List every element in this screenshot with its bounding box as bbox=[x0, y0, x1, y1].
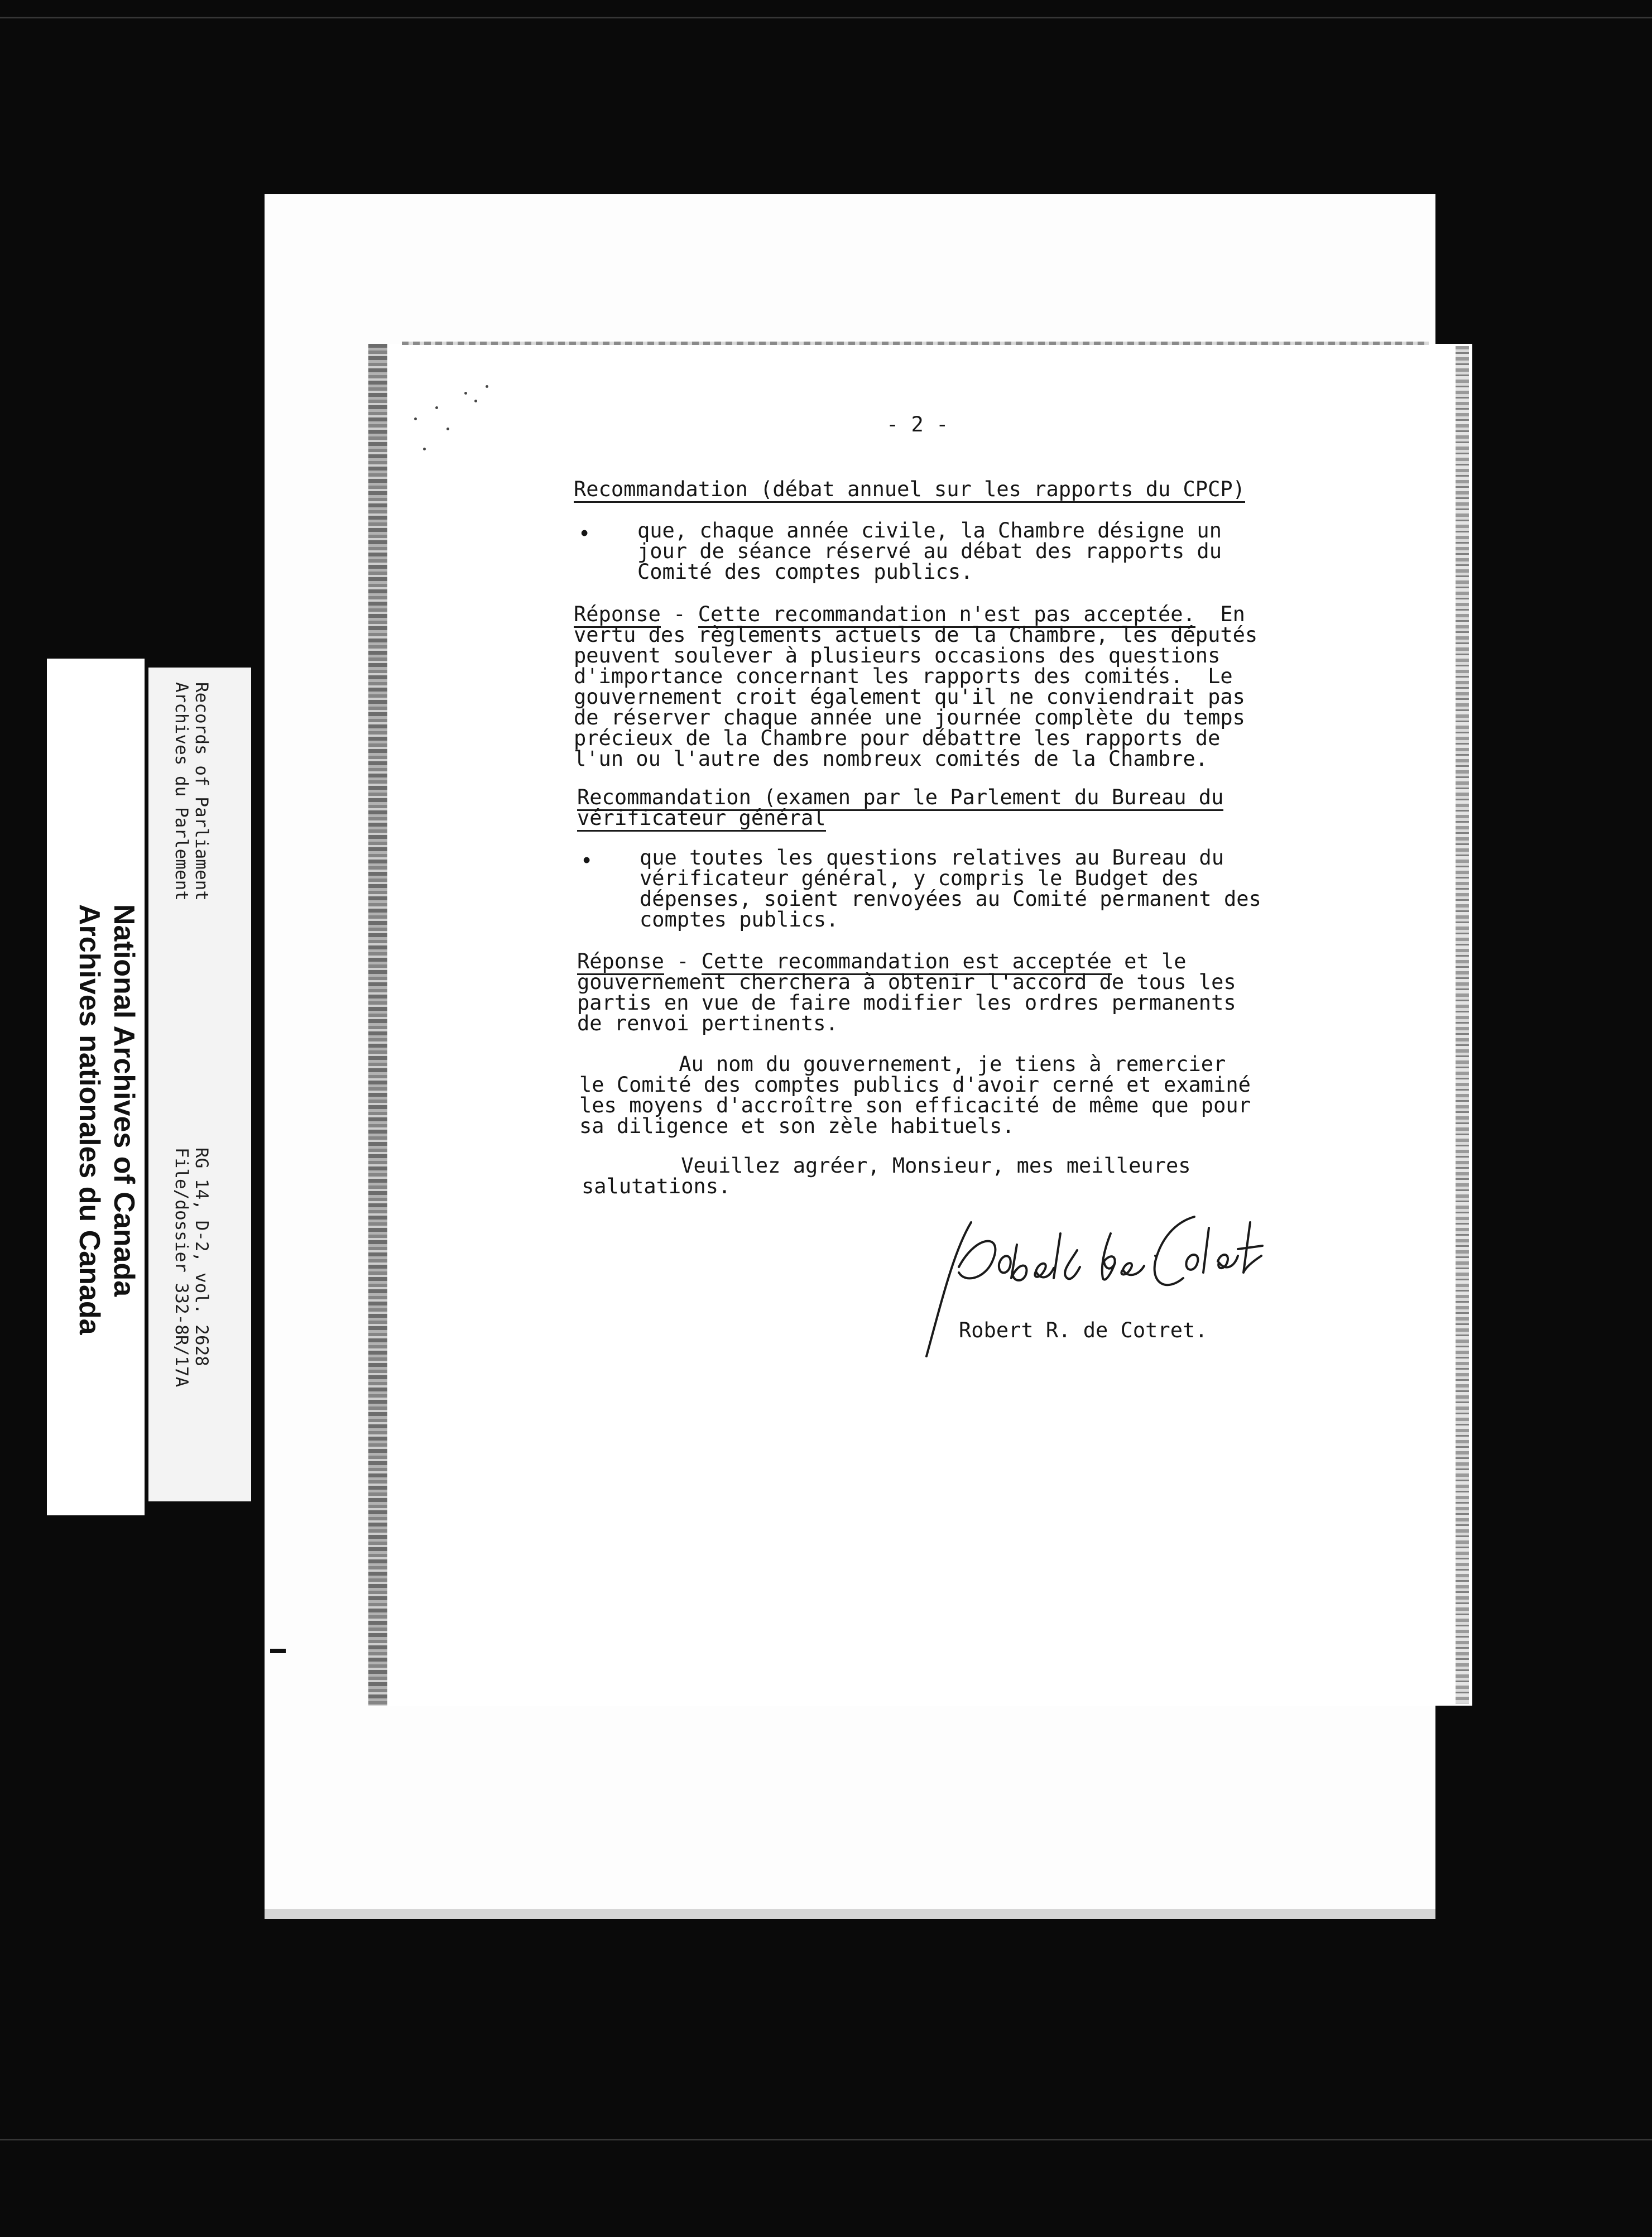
institution-name-en: National Archives of Canada bbox=[108, 904, 140, 1297]
speck bbox=[435, 406, 438, 409]
closing-paragraph-1: Au nom du gouvernement, je tiens à remercier le Comité des comptes publics d'avoir cerné et examiné les moyens d'accroître son efficacité de même que pour sa diligence et son zèle habituels. bbox=[579, 1052, 1251, 1138]
letter-sheet-right-edge bbox=[1456, 346, 1469, 1703]
recommendation-text-1: que, chaque année civile, la Chambre désigne un jour de séance réservé au débat des rapports du Comité des comptes publics. bbox=[637, 519, 1222, 584]
page-number: - 2 - bbox=[886, 412, 949, 436]
archive-reference-number: RG 14, D-2, vol. 2628 bbox=[191, 1148, 212, 1366]
response-1-first-line: Réponse - Cette recommandation n'est pas acceptée. En bbox=[574, 604, 1257, 625]
response-label: Réponse bbox=[577, 949, 664, 975]
speck bbox=[446, 428, 449, 430]
archive-institution-strip bbox=[47, 659, 145, 1515]
institution-name-fr: Archives nationales du Canada bbox=[73, 904, 105, 1335]
closing-paragraph-2: Veuillez agréer, Monsieur, mes meilleures salutations. bbox=[582, 1154, 1191, 1198]
response-status: Cette recommandation est acceptée bbox=[702, 949, 1112, 975]
bullet-1: • bbox=[578, 522, 591, 546]
letter-sheet-top-edge bbox=[402, 342, 1429, 345]
typed-signature-name: Robert R. de Cotret. bbox=[959, 1318, 1208, 1342]
archives-du-parlement-label: Archives du Parlement bbox=[171, 682, 191, 901]
margin-mark bbox=[270, 1649, 286, 1653]
response-2: Réponse - Cette recommandation est acceptée et le gouvernement cherchera à obtenir l'accord de tous les partis en vue de faire modifier les ordres permanents de renvoi pertinents. bbox=[577, 949, 1236, 1035]
response-label: Réponse bbox=[574, 602, 661, 628]
recommendation-heading-2: Recommandation (examen par le Parlement du Bureau du vérificateur général bbox=[577, 787, 1223, 828]
archive-reference-strip bbox=[148, 668, 251, 1501]
archive-file-number: File/dossier 332-8R/17A bbox=[171, 1148, 191, 1388]
letter-sheet-left-edge bbox=[368, 344, 387, 1706]
records-of-parliament-label: Records of Parliament bbox=[191, 682, 212, 901]
speck bbox=[474, 400, 477, 402]
speck bbox=[464, 392, 467, 395]
speck bbox=[486, 385, 488, 388]
speck bbox=[423, 448, 426, 450]
scan-noise-line bbox=[0, 17, 1652, 18]
scan-noise-line bbox=[0, 2139, 1652, 2140]
recommendation-heading-1: Recommandation (débat annuel sur les rapports du CPCP) bbox=[574, 479, 1245, 500]
speck bbox=[414, 417, 417, 420]
bullet-2: • bbox=[580, 849, 593, 873]
recommendation-text-2: que toutes les questions relatives au Bureau du vérificateur général, y compris le Budget des dépenses, soient renvoyées au Comité permanent des comptes publics. bbox=[640, 846, 1261, 932]
response-1: Réponse - Cette recommandation n'est pas acceptée. En vertu des règlements actuels de la Chambre, les députés peuvent soulever à plusieurs occasions des questions d'importance concernant les rapports des comités. Le gouvernement croit également qu'il ne conviendrait pas de réserver chaque année une journée complète du temps précieux de la Chambre pour débattre les rapports de l'un ou l'autre des nombreux comités de la Chambre. bbox=[574, 602, 1258, 771]
handwritten-signature bbox=[893, 1200, 1272, 1367]
response-status: Cette recommandation n'est pas acceptée. bbox=[698, 602, 1195, 628]
response-2-first-line: Réponse - Cette recommandation est acceptée et le bbox=[577, 951, 1236, 972]
outer-paper-bottom-edge bbox=[265, 1909, 1435, 1919]
